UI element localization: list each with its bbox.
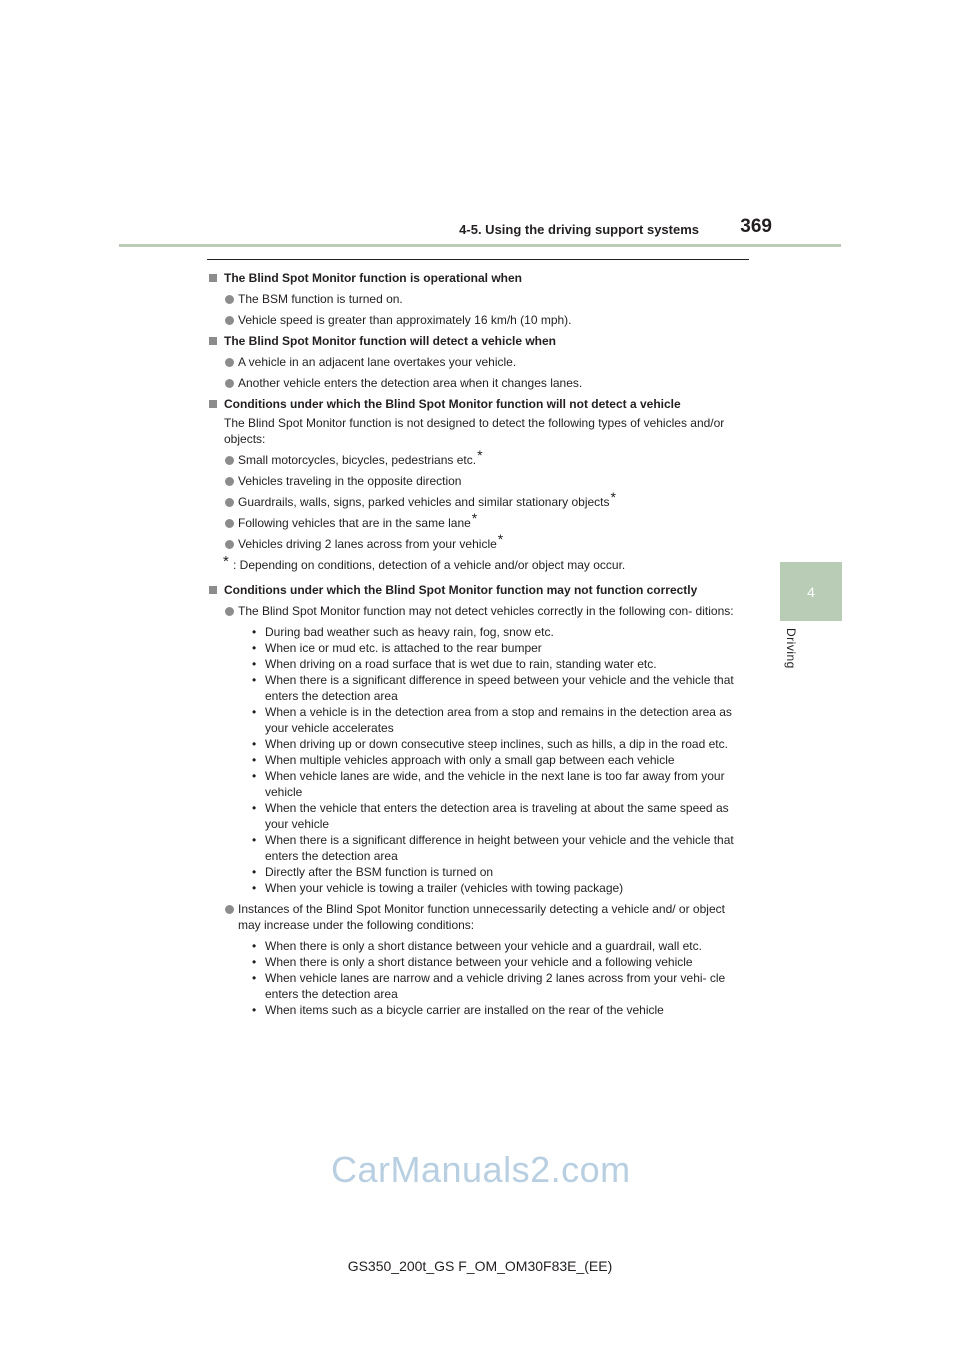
list-item — [209, 312, 749, 328]
list-item — [209, 354, 749, 370]
list-item-text: A vehicle in an adjacent lane overtakes your vehicle. — [238, 355, 517, 369]
footnote-mark: * — [610, 489, 616, 505]
sub-list-item-text: When vehicle lanes are narrow and a vehicle driving 2 lanes across from your vehi- cle enters the detection area — [265, 971, 726, 1001]
document-code: GS350_200t_GS F_OM_OM30F83E_(EE) — [347, 1258, 613, 1274]
round-bullet-icon — [225, 295, 234, 304]
sub-list-item: • When your vehicle is towing a trailer (vehicles with towing package) — [252, 881, 624, 895]
list-item-text: Following vehicles that are in the same lane — [238, 516, 471, 530]
list-item-text: Guardrails, walls, signs, parked vehicles and similar stationary objects — [238, 495, 610, 509]
sub-list-item-text: When items such as a bicycle carrier are installed on the rear of the vehicle — [265, 1003, 664, 1017]
sub-list-item-text: When there is a significant difference in height between your vehicle and the vehicle that enters the detection area — [265, 833, 734, 863]
sub-list-item: • When vehicle lanes are narrow and a vehicle driving 2 lanes across from your vehi- cle enters the detection area — [252, 971, 726, 1001]
footnote-mark: * — [497, 531, 504, 547]
round-bullet-icon — [225, 477, 234, 486]
round-bullet-icon — [225, 540, 234, 549]
sub-list-item: • When there is only a short distance between your vehicle and a following vehicle — [252, 955, 693, 969]
list-item-text: Instances of the Blind Spot Monitor function unnecessarily detecting a vehicle and/ or object may increase under the following conditions: — [238, 902, 725, 932]
section-title: 4-5. Using the driving support systems — [459, 222, 699, 237]
list-item — [209, 603, 749, 619]
header-rule — [119, 244, 841, 247]
sub-list-item: • When driving on a road surface that is wet due to rain, standing water etc. — [252, 657, 657, 671]
sub-list-item-text: When your vehicle is towing a trailer (vehicles with towing package) — [265, 881, 624, 895]
round-bullet-icon — [225, 607, 234, 616]
square-bullet-icon — [209, 274, 217, 282]
square-bullet-icon — [209, 337, 217, 345]
sub-list-item: • When a vehicle is in the detection area from a stop and remains in the detection area as your vehicle accelerates — [252, 705, 732, 735]
list-item — [209, 510, 749, 531]
list-item — [209, 375, 749, 391]
footnote — [209, 553, 749, 573]
list-item — [209, 901, 749, 933]
sub-list-item-text: When a vehicle is in the detection area from a stop and remains in the detection area as your vehicle accelerates — [265, 705, 732, 735]
page-content — [209, 268, 749, 1018]
sub-list-item: • When multiple vehicles approach with only a small gap between each vehicle — [252, 753, 675, 767]
sub-list-item-text: When driving on a road surface that is wet due to rain, standing water etc. — [265, 657, 657, 671]
sub-list-item-text: During bad weather such as heavy rain, fog, snow etc. — [265, 625, 554, 639]
sub-list-item-text: When there is a significant difference in speed between your vehicle and the vehicle that enters the detection area — [265, 673, 734, 703]
round-bullet-icon — [225, 456, 234, 465]
heading-text: Conditions under which the Blind Spot Monitor function may not function correctly — [224, 583, 698, 597]
sub-list-item: • When there is only a short distance between your vehicle and a guardrail, wall etc. — [252, 939, 702, 953]
round-bullet-icon — [225, 316, 234, 325]
sub-list-item: • When there is a significant difference in height between your vehicle and the vehicle that enters the detection area — [252, 833, 734, 863]
section-intro: The Blind Spot Monitor function is not designed to detect the following types of vehicles and/or objects: — [224, 416, 725, 446]
sub-list-item-text: When there is only a short distance between your vehicle and a following vehicle — [265, 955, 693, 969]
sub-list-item: • When there is a significant difference in speed between your vehicle and the vehicle that enters the detection area — [252, 673, 734, 703]
condition-list — [209, 624, 749, 896]
footnote-mark: * — [477, 447, 483, 463]
sub-list-item: • When vehicle lanes are wide, and the vehicle in the next lane is too far away from your vehicle — [252, 769, 725, 799]
round-bullet-icon — [225, 498, 234, 507]
list-item-text: Small motorcycles, bicycles, pedestrians etc. — [238, 453, 477, 467]
sub-list-item-text: When ice or mud etc. is attached to the rear bumper — [265, 641, 542, 655]
heading-text: Conditions under which the Blind Spot Monitor function will not detect a vehicle — [224, 397, 681, 411]
footnote-mark: * — [471, 510, 478, 526]
round-bullet-icon — [225, 905, 234, 914]
round-bullet-icon — [225, 358, 234, 367]
sub-list-item-text: When driving up or down consecutive steep inclines, such as hills, a dip in the road etc. — [265, 737, 728, 751]
list-item — [209, 291, 749, 307]
list-item-text: Vehicle speed is greater than approximately 16 km/h (10 mph). — [238, 313, 572, 327]
section-heading — [209, 333, 749, 349]
page-number: 369 — [740, 216, 772, 237]
list-item — [209, 447, 749, 468]
section-heading — [209, 396, 749, 412]
heading-text: The Blind Spot Monitor function will detect a vehicle when — [224, 334, 557, 348]
section-heading — [209, 582, 749, 598]
chapter-number: 4 — [807, 583, 815, 600]
sub-list-item: • Directly after the BSM function is turned on — [252, 865, 494, 879]
square-bullet-icon — [209, 586, 217, 594]
list-item-text: Vehicles driving 2 lanes across from your vehicle — [238, 537, 497, 551]
list-item-text: Another vehicle enters the detection area when it changes lanes. — [238, 376, 583, 390]
footnote-text: : Depending on conditions, detection of a vehicle and/or object may occur. — [233, 558, 626, 572]
square-bullet-icon — [209, 400, 217, 408]
sub-list-item-text: When vehicle lanes are wide, and the vehicle in the next lane is too far away from your vehicle — [265, 769, 725, 799]
round-bullet-icon — [225, 519, 234, 528]
sub-list-item: • When the vehicle that enters the detection area is traveling at about the same speed as your vehicle — [252, 801, 729, 831]
chapter-tab — [780, 562, 842, 621]
sub-list-item-text: When the vehicle that enters the detection area is traveling at about the same speed as your vehicle — [265, 801, 729, 831]
sub-list-item: • When items such as a bicycle carrier are installed on the rear of the vehicle — [252, 1003, 664, 1017]
content-rule — [207, 259, 749, 260]
sub-list-item: • When driving up or down consecutive steep inclines, such as hills, a dip in the road etc. — [252, 737, 728, 751]
sub-list-item: • During bad weather such as heavy rain, fog, snow etc. — [252, 625, 554, 639]
heading-text: The Blind Spot Monitor function is operational when — [224, 271, 522, 285]
sub-list-item-text: When multiple vehicles approach with only a small gap between each vehicle — [265, 753, 675, 767]
footnote-asterisk: * — [223, 553, 229, 570]
list-item-text: The Blind Spot Monitor function may not detect vehicles correctly in the following con- ditions: — [238, 604, 734, 618]
section-heading — [209, 270, 749, 286]
round-bullet-icon — [225, 379, 234, 388]
sub-list-item-text: When there is only a short distance between your vehicle and a guardrail, wall etc. — [265, 939, 702, 953]
chapter-label: Driving — [784, 628, 798, 669]
sub-list-item-text: Directly after the BSM function is turned on — [265, 865, 494, 879]
list-item-text: Vehicles traveling in the opposite direction — [238, 474, 462, 488]
sub-list-item: • When ice or mud etc. is attached to the rear bumper — [252, 641, 542, 655]
list-item — [209, 531, 749, 552]
condition-list — [209, 938, 749, 1018]
list-item-text: The BSM function is turned on. — [238, 292, 403, 306]
watermark: CarManuals2.com — [331, 1149, 631, 1190]
list-item — [209, 473, 749, 489]
list-item — [209, 489, 749, 510]
